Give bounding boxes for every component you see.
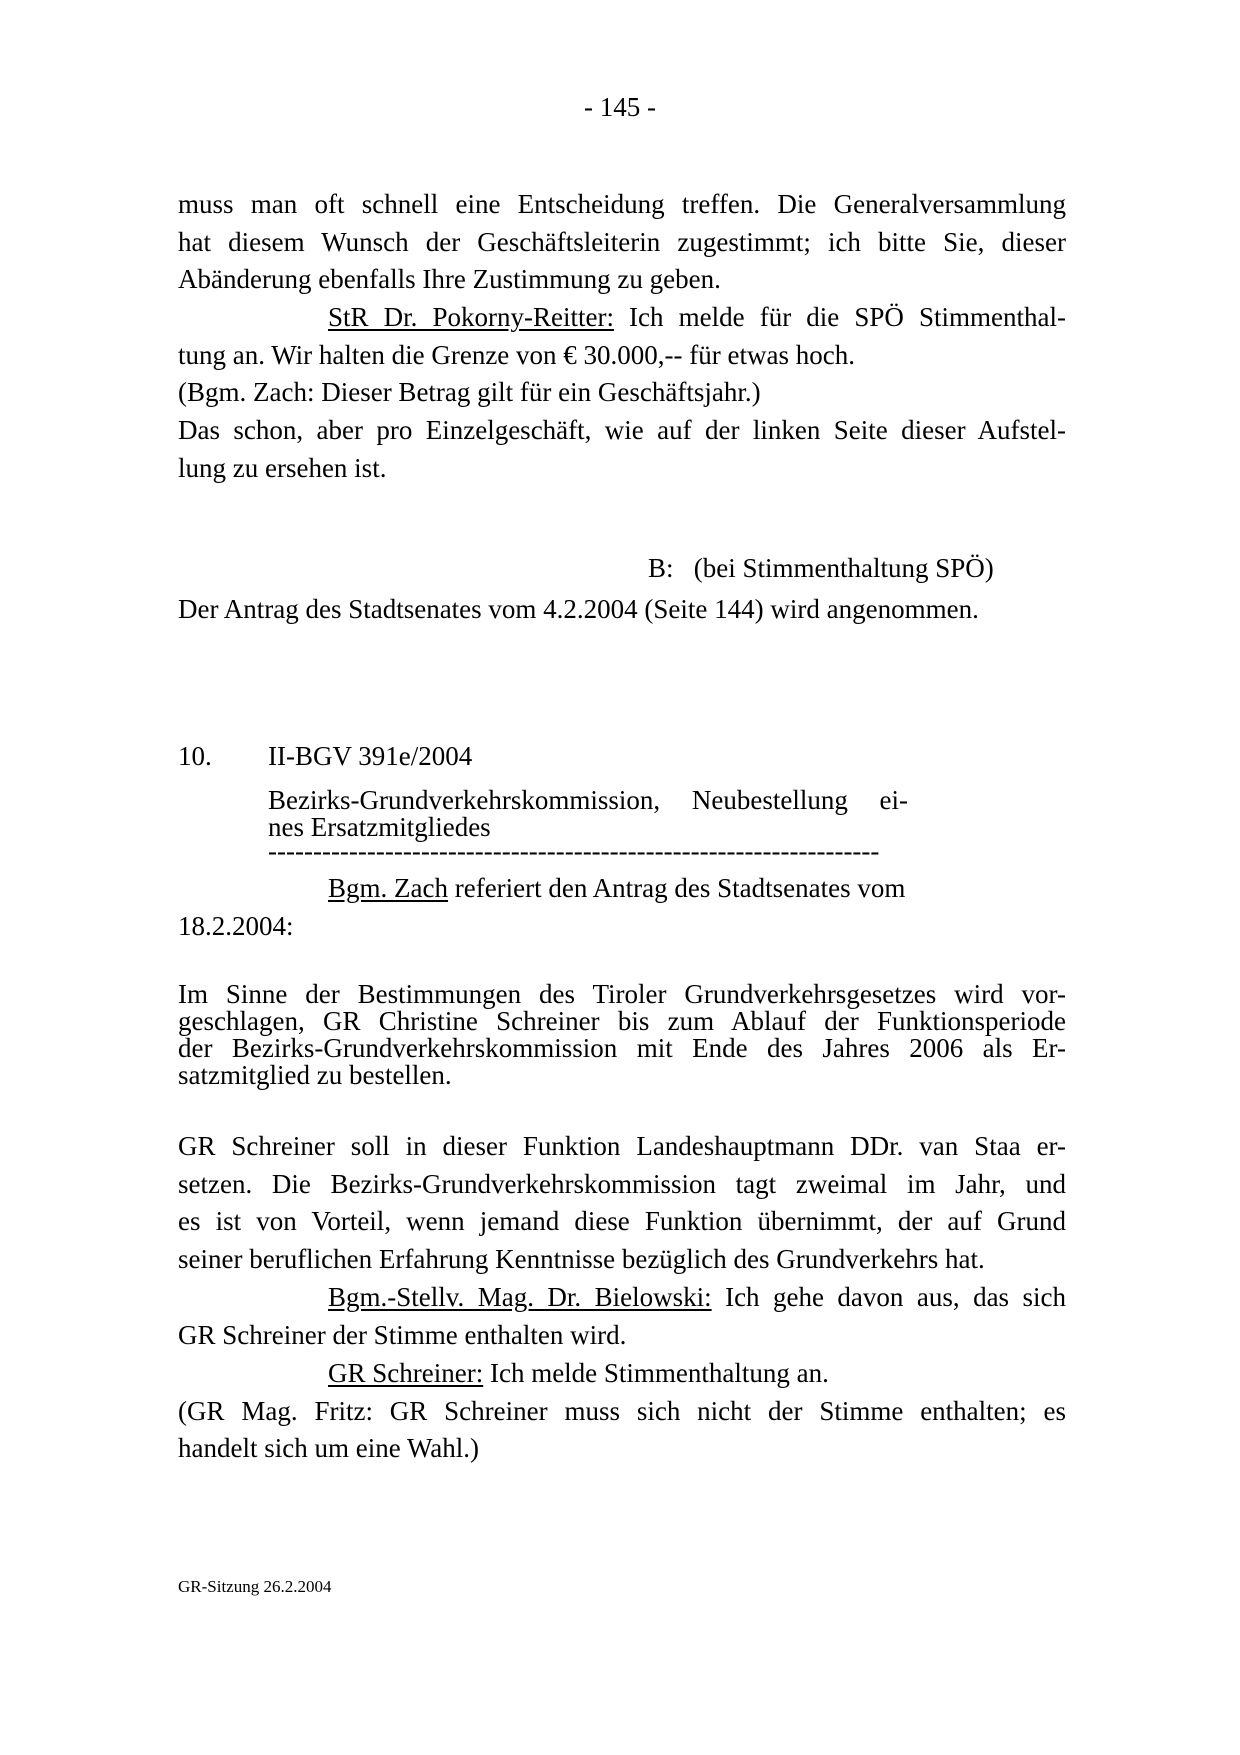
text-line: es ist von Vorteil, wenn jemand diese Funktion übernimmt, der auf Grund — [178, 1206, 1066, 1237]
referat — [178, 870, 1066, 945]
speaker-name: Bgm.-Stellv. Mag. Dr. Bielowski: — [328, 1282, 712, 1312]
text-line: satzmitglied zu bestellen. — [178, 1060, 452, 1090]
speech-line — [178, 299, 1066, 337]
paragraph-bielowski — [178, 1279, 1066, 1354]
interjection-line: (GR Mag. Fritz: GR Schreiner muss sich nicht der Stimme enthalten; es — [178, 1395, 1066, 1426]
paragraph-generalversammlung — [178, 186, 1066, 299]
text-line: GR Schreiner soll in dieser Funktion Landeshauptmann DDr. van Staa er- — [178, 1131, 1066, 1161]
text-line: muss man oft schnell eine Entscheidung treffen. Die Generalversammlung — [178, 189, 1066, 219]
referat-date: 18.2.2004: — [178, 910, 294, 941]
antrag-angenommen — [178, 591, 1066, 629]
page-number: - 145 - — [584, 92, 656, 122]
title-line: nes Ersatzmitgliedes — [268, 812, 491, 842]
text-line: Der Antrag des Stadtsenates vom 4.2.2004 (Seite 144) wird angenommen. — [178, 594, 979, 624]
speech-text: Ich melde Stimmenthaltung an. — [483, 1358, 829, 1388]
paragraph-pokorny-reitter — [178, 299, 1066, 488]
speaker-name: Bgm. Zach — [328, 873, 448, 903]
paragraph-schreiner-funktion — [178, 1128, 1066, 1279]
beschluss-line: B: (bei Stimmenthaltung SPÖ) — [648, 553, 994, 583]
paragraph-schreiner — [178, 1355, 1066, 1468]
text-line: setzen. Die Bezirks-Grundverkehrskommission tagt zweimal im Jahr, und — [178, 1168, 1066, 1199]
speaker-name: GR Schreiner: — [328, 1358, 484, 1388]
speech-line — [178, 1279, 1066, 1317]
item-reference: II-BGV 391e/2004 — [268, 741, 473, 771]
text-line: Abänderung ebenfalls Ihre Zustimmung zu geben. — [178, 264, 721, 295]
footer: GR-Sitzung 26.2.2004 — [178, 1577, 332, 1596]
item-title — [268, 787, 908, 841]
title-line: Bezirks-Grundverkehrskommission, Neubestellung ei- — [268, 785, 908, 815]
text-line: lung zu ersehen ist. — [178, 452, 387, 483]
text-line: tung an. Wir halten die Grenze von € 30.000,-- für etwas hoch. — [178, 339, 855, 370]
interjection-line: (Bgm. Zach: Dieser Betrag gilt für ein Geschäftsjahr.) — [178, 377, 761, 408]
text-line: der Bezirks-Grundverkehrskommission mit Ende des Jahres 2006 als Er- — [178, 1033, 1066, 1063]
separator-dashes: -------------------------------------------------------------------- — [268, 836, 880, 866]
text-line: Das schon, aber pro Einzelgeschäft, wie auf der linken Seite dieser Aufstel- — [178, 415, 1066, 446]
interjection-line: handelt sich um eine Wahl.) — [178, 1433, 479, 1464]
speaker-name: StR Dr. Pokorny-Reitter: — [328, 302, 614, 332]
speech-line — [178, 870, 1066, 908]
text-line: Im Sinne der Bestimmungen des Tiroler Grundverkehrsgesetzes wird vor- — [178, 979, 1066, 1009]
text-line: GR Schreiner der Stimme enthalten wird. — [178, 1319, 627, 1350]
text-line: hat diesem Wunsch der Geschäftsleiterin zugestimmt; ich bitte Sie, dieser — [178, 226, 1066, 257]
text-line: geschlagen, GR Christine Schreiner bis zum Ablauf der Funktionsperiode — [178, 1006, 1066, 1036]
speech-text: Ich gehe davon aus, das sich — [711, 1282, 1067, 1312]
text-line: seiner beruflichen Erfahrung Kenntnisse bezüglich des Grundverkehrs hat. — [178, 1244, 985, 1275]
antrag-text — [178, 981, 1066, 1089]
speech-line — [178, 1355, 1066, 1393]
speech-text: referiert den Antrag des Stadtsenates vom — [447, 873, 906, 903]
speech-text: Ich melde für die SPÖ Stimmenthal- — [613, 302, 1066, 332]
item-number: 10. — [178, 741, 212, 771]
